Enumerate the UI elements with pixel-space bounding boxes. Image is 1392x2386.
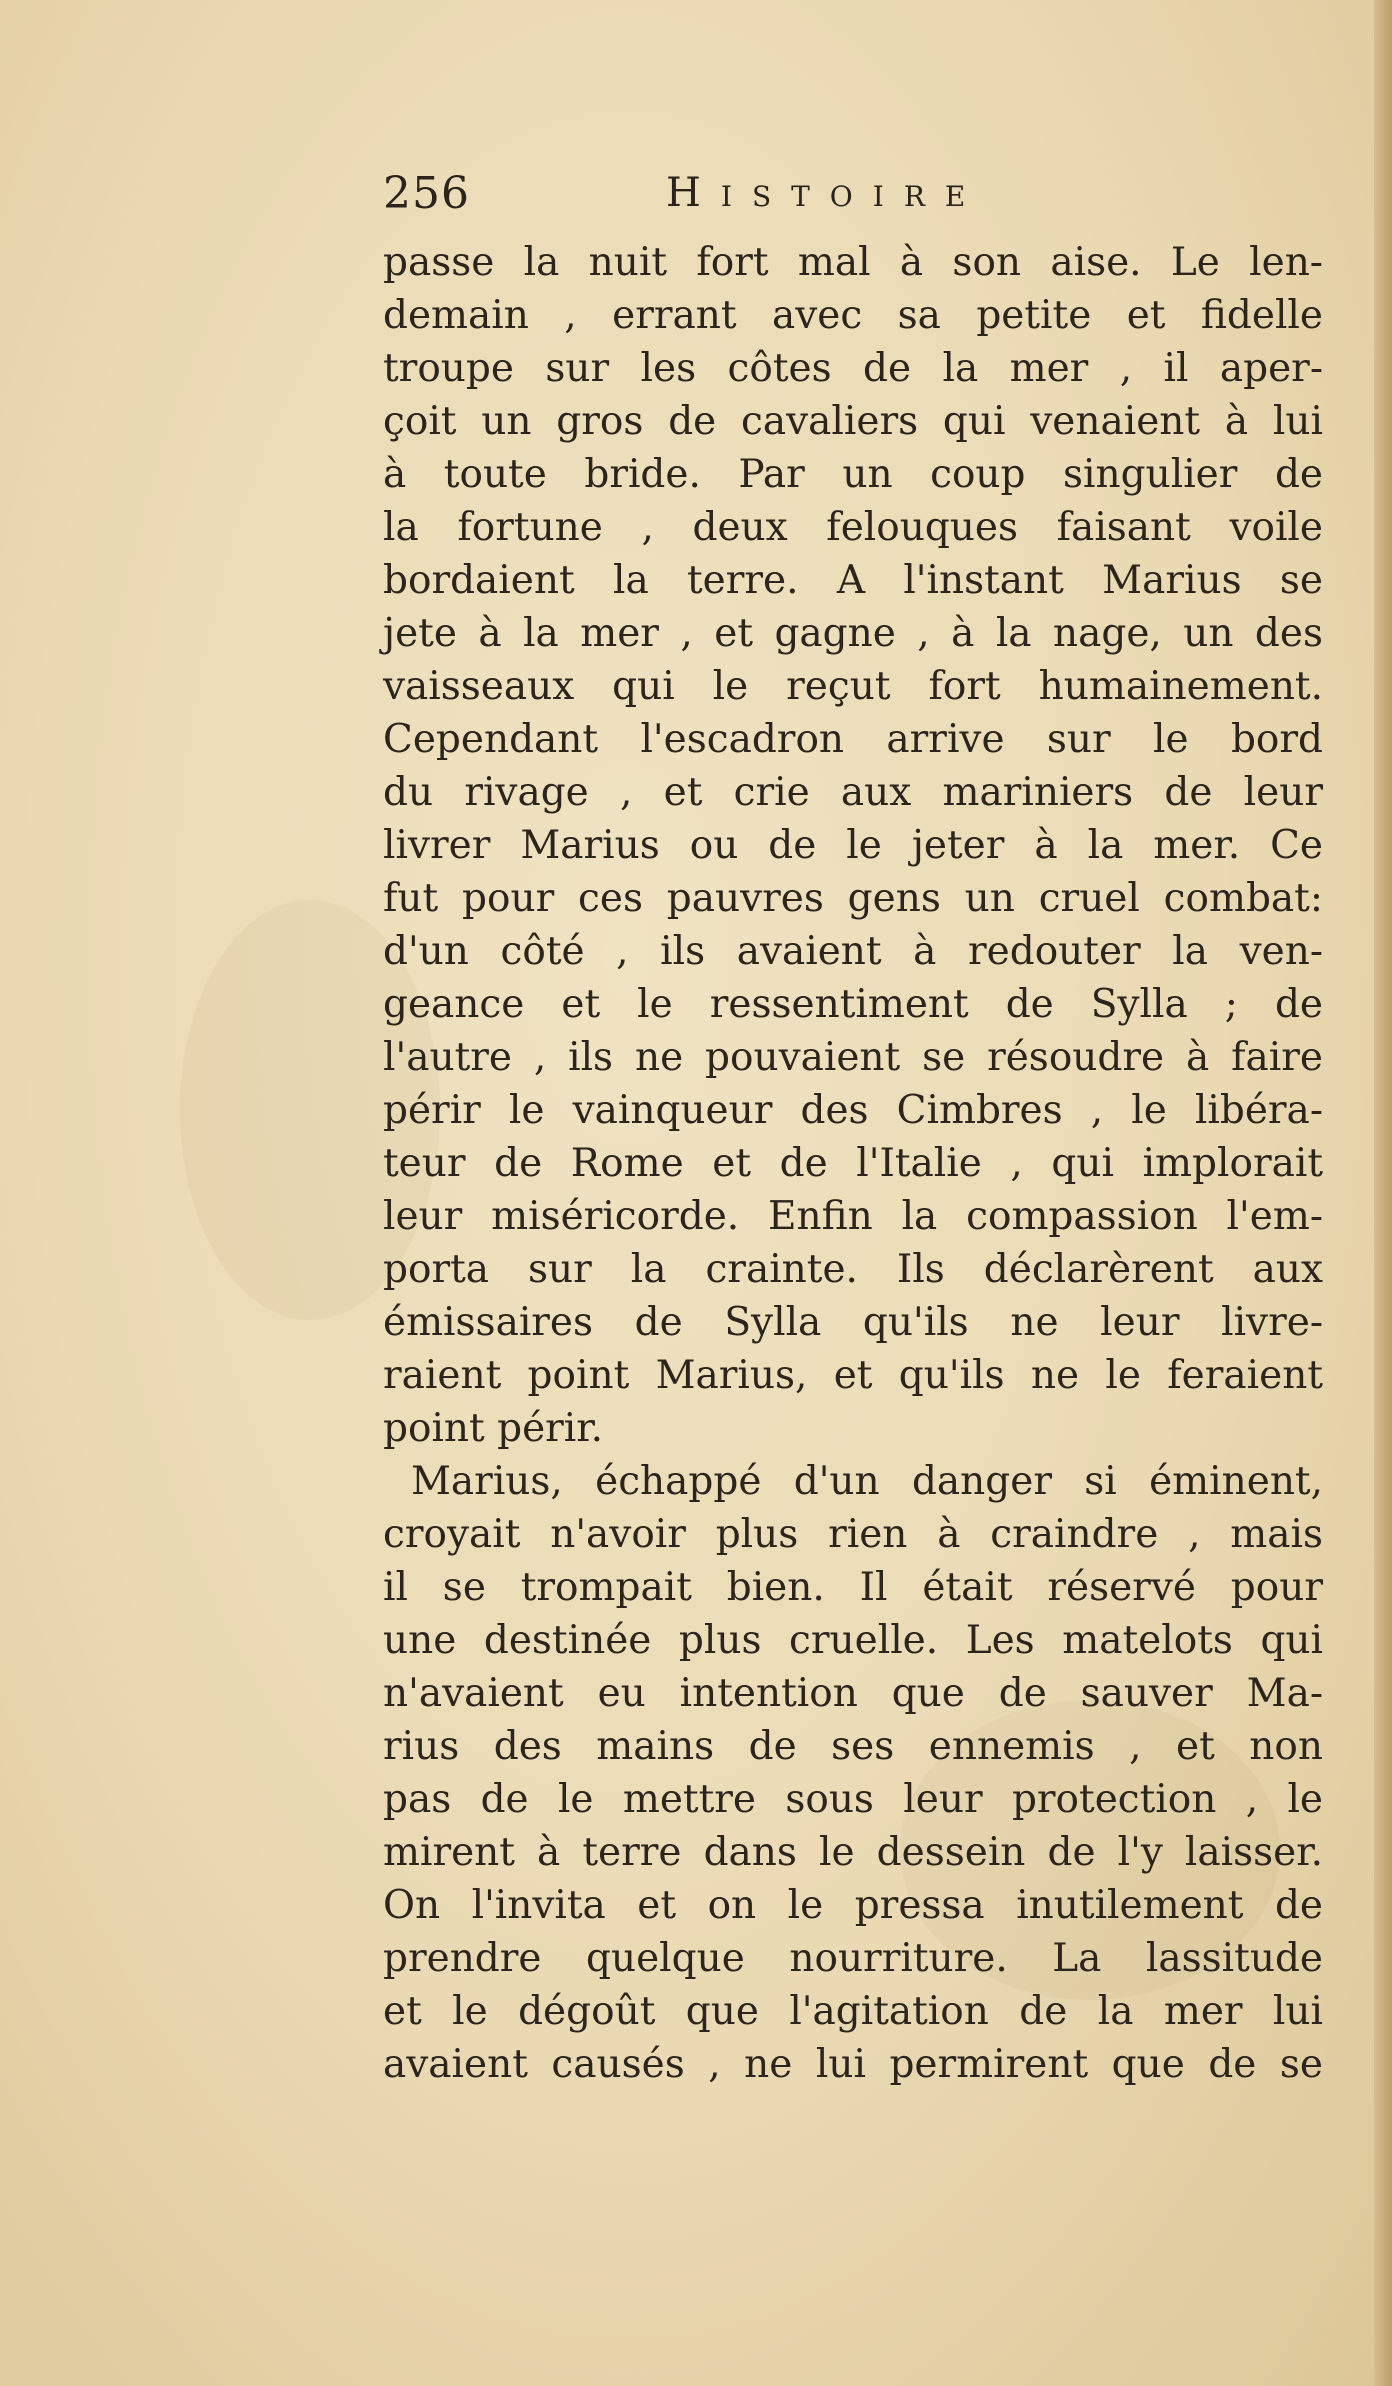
text-line: rius des mains de ses ennemis , et non: [383, 1724, 1323, 1769]
text-line: point périr.: [383, 1406, 604, 1451]
text-line: porta sur la crainte. Ils déclarèrent aux: [383, 1247, 1323, 1292]
text-line: d'un côté , ils avaient à redouter la ven-: [383, 929, 1323, 974]
text-line: passe la nuit fort mal à son aise. Le len-: [383, 240, 1323, 285]
text-line: Marius, échappé d'un danger si éminent,: [411, 1459, 1323, 1504]
text-line: troupe sur les côtes de la mer , il aper-: [383, 346, 1323, 391]
text-line: périr le vainqueur des Cimbres , le libéra-: [383, 1088, 1323, 1133]
text-line: croyait n'avoir plus rien à craindre , mais: [383, 1512, 1323, 1557]
text-line: leur miséricorde. Enfin la compassion l'em-: [383, 1194, 1323, 1239]
text-line: la fortune , deux felouques faisant voile: [383, 505, 1323, 550]
text-line: Cependant l'escadron arrive sur le bord: [383, 717, 1323, 762]
body-text: [383, 236, 1323, 2091]
text-line: raient point Marius, et qu'ils ne le feraient: [383, 1353, 1323, 1398]
text-line: du rivage , et crie aux mariniers de leur: [383, 770, 1323, 815]
page-edge: [1374, 0, 1392, 2386]
text-line: pas de le mettre sous leur protection , le: [383, 1777, 1323, 1822]
page-number: 256: [383, 168, 470, 219]
text-line: On l'invita et on le pressa inutilement de: [383, 1883, 1323, 1928]
text-line: avaient causés , ne lui permirent que de se: [383, 2042, 1323, 2087]
text-line: demain , errant avec sa petite et fidelle: [383, 293, 1323, 338]
running-title: Histoire: [666, 170, 986, 216]
text-line: et le dégoût que l'agitation de la mer lui: [383, 1989, 1323, 2034]
text-line: l'autre , ils ne pouvaient se résoudre à faire: [383, 1035, 1323, 1080]
text-line: il se trompait bien. Il était réservé pour: [383, 1565, 1323, 1610]
text-line: geance et le ressentiment de Sylla ; de: [383, 982, 1323, 1027]
text-line: vaisseaux qui le reçut fort humainement.: [383, 664, 1323, 709]
text-line: une destinée plus cruelle. Les matelots qui: [383, 1618, 1323, 1663]
text-line: çoit un gros de cavaliers qui venaient à lui: [383, 399, 1323, 444]
text-line: teur de Rome et de l'Italie , qui implorait: [383, 1141, 1323, 1186]
text-line: émissaires de Sylla qu'ils ne leur livre-: [383, 1300, 1323, 1345]
text-line: à toute bride. Par un coup singulier de: [383, 452, 1323, 497]
text-line: fut pour ces pauvres gens un cruel combat:: [383, 876, 1323, 921]
text-line: prendre quelque nourriture. La lassitude: [383, 1936, 1323, 1981]
text-line: livrer Marius ou de le jeter à la mer. Ce: [383, 823, 1323, 868]
page-header: [383, 168, 1083, 228]
text-line: jete à la mer , et gagne , à la nage, un des: [383, 611, 1323, 656]
text-line: mirent à terre dans le dessein de l'y laisser.: [383, 1830, 1323, 1875]
text-line: bordaient la terre. A l'instant Marius se: [383, 558, 1323, 603]
text-line: n'avaient eu intention que de sauver Ma-: [383, 1671, 1323, 1716]
